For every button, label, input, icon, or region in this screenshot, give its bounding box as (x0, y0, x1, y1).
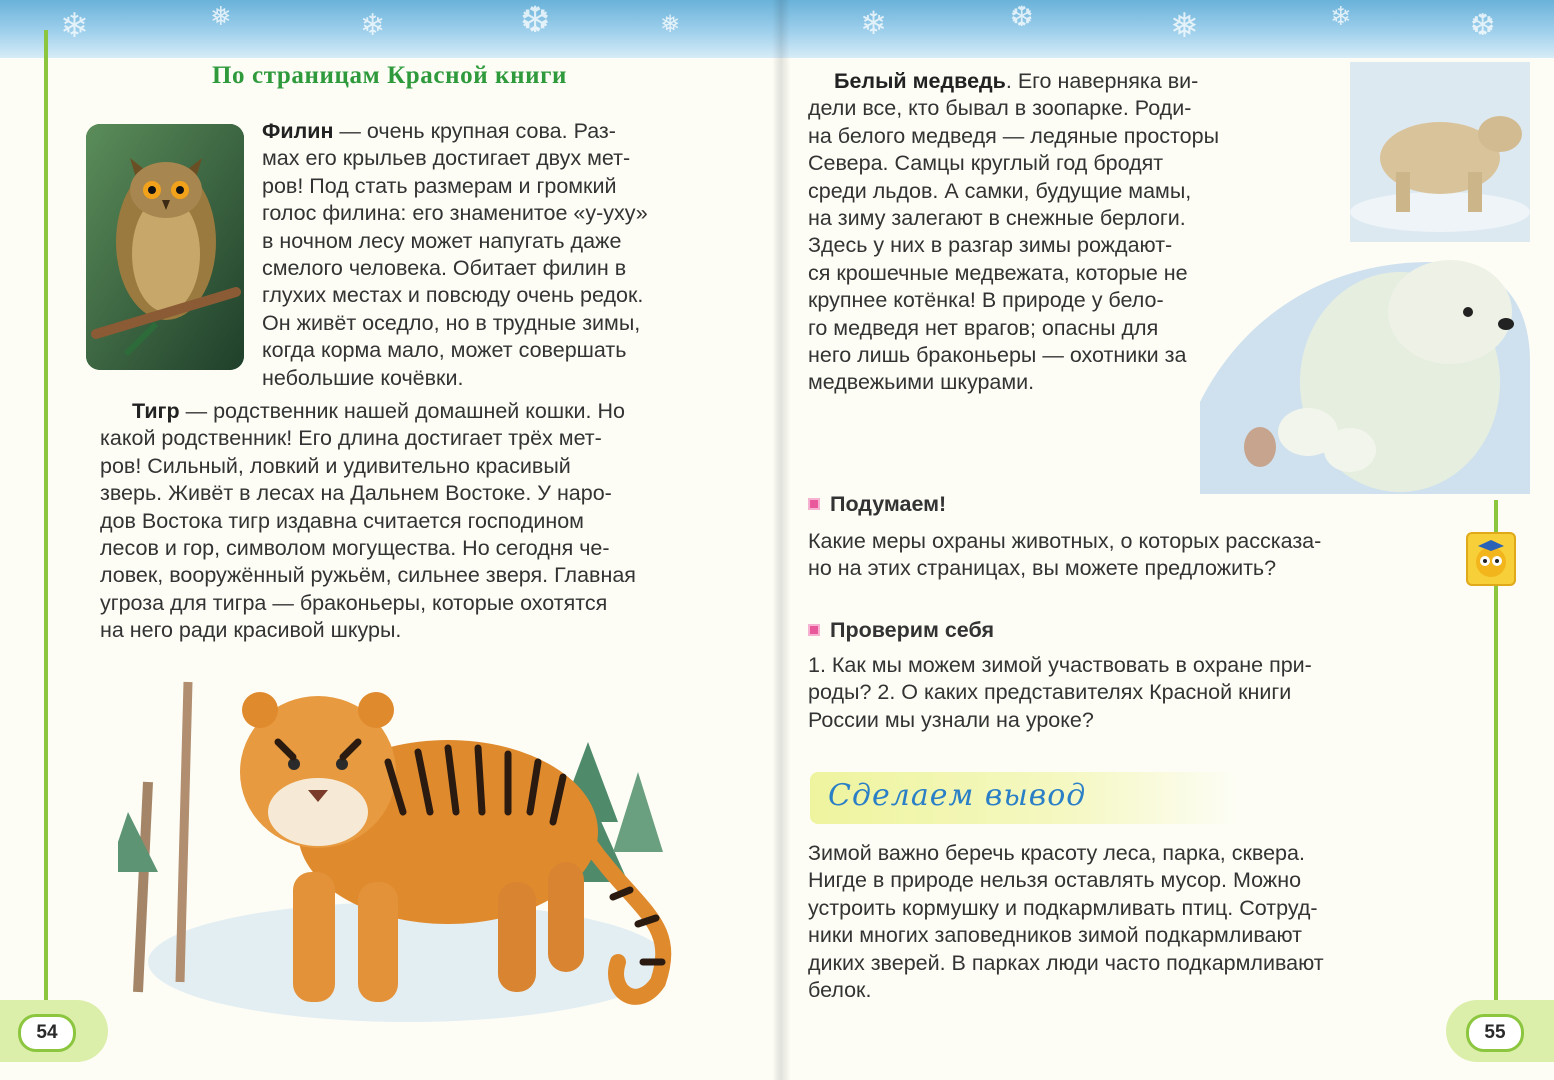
text-line: ся крошечные медвежата, которые не (808, 260, 1188, 285)
text-line: очень крупная сова. Раз- (366, 119, 616, 143)
bear-term: Белый медведь (834, 69, 1006, 93)
text-line: глухих местах и повсюду очень редок. (262, 283, 644, 308)
text-line: роды? 2. О каких представителях Красной книги (808, 680, 1292, 705)
text-line: Севера. Самцы круглый год бродят (808, 151, 1164, 176)
snowflake-icon: ❄ (360, 8, 386, 43)
conclusion-heading: Сделаем вывод (828, 778, 1087, 813)
text-line: Он живёт оседло, но в трудные зимы, (262, 310, 641, 335)
text-line: белок. (808, 978, 872, 1003)
page-title: По страницам Красной книги (212, 62, 568, 89)
text-line: в ночном лесу может напугать даже (262, 228, 622, 253)
text-line: когда корма мало, может совершать (262, 338, 627, 363)
text-line: на зиму залегают в снежные берлоги. (808, 206, 1186, 231)
text-line: . Его наверняка ви- (1005, 69, 1199, 93)
text-line: Зимой важно беречь красоту леса, парка, сквера. (808, 841, 1305, 865)
text-line: ров! Под стать размерам и громкий (262, 173, 617, 198)
polar-bear-illustration (1200, 62, 1530, 494)
snowflake-icon: ❅ (210, 2, 232, 32)
left-margin-line (44, 30, 48, 1002)
check-heading: Проверим себя (808, 618, 994, 643)
text-line: родственник нашей домашней кошки. Но (213, 399, 625, 423)
text-line: ловек, вооружённый ружьём, сильнее зверя. Главная (100, 563, 636, 588)
text-line: зверь. Живёт в лесах на Дальнем Востоке. У наро- (100, 481, 612, 506)
text-line: ники многих заповедников зимой подкармливают (808, 923, 1302, 948)
text-line: голос филина: его знаменитое «у-уху» (262, 201, 648, 226)
text-line: Здесь у них в разгар зимы рождают- (808, 233, 1173, 258)
text-line: России мы узнали на уроке? (808, 707, 1094, 732)
text-line: дов Востока тигр издавна считается господином (100, 508, 584, 533)
snowflake-icon: ❅ (660, 10, 681, 38)
text-line: лесов и гор, символом могущества. Но сегодня че- (100, 536, 610, 561)
text-line: диких зверей. В парках люди часто подкармливают (808, 950, 1324, 975)
snowflake-icon: ❆ (520, 0, 551, 41)
check-paragraph (808, 652, 1458, 734)
text-line: крупнее котёнка! В природе у бело- (808, 288, 1164, 313)
text-line: какой родственник! Его длина достигает трёх мет- (100, 426, 602, 451)
text-line: но на этих страницах, вы можете предложить? (808, 556, 1277, 581)
text-line: дели все, кто бывал в зоопарке. Роди- (808, 96, 1192, 121)
text-line: го медведя нет врагов; опасны для (808, 315, 1159, 340)
think-heading: Подумаем! (808, 492, 946, 517)
book-gutter (772, 0, 790, 1080)
text-line: угроза для тигра — браконьеры, которые охотятся (100, 590, 608, 615)
tiger-illustration (118, 662, 678, 1032)
owl-illustration (86, 124, 244, 370)
text-line: среди льдов. А самки, будущие мамы, (808, 178, 1192, 203)
owl-term: Филин (262, 119, 334, 143)
text-line: на него ради красивой шкуры. (100, 618, 402, 643)
text-line: него лишь браконьеры — охотники за (808, 343, 1187, 368)
think-paragraph (808, 528, 1458, 583)
text-line: на белого медведя — ледяные просторы (808, 123, 1220, 148)
snowflake-icon: ❄ (1330, 2, 1352, 32)
text-line: смелого человека. Обитает филин в (262, 256, 627, 281)
snowflake-icon: ❆ (1010, 0, 1034, 33)
snowflake-icon: ❄ (60, 6, 89, 46)
text-line: медвежьими шкурами. (808, 370, 1035, 395)
conclusion-paragraph (808, 840, 1458, 1004)
tiger-term: Тигр (132, 399, 180, 423)
owl-badge-icon (1466, 532, 1516, 586)
pink-bullet-icon (808, 498, 820, 510)
tiger-paragraph: Тигр — родственник нашей домашней кошки. Но какой родственник! Его длина достигает трёх мет- ров! Сильный, ловкий и удивительно красивый зверь. Живёт в лесах на Дальнем Востоке. У наро- дов Востока тигр издавна считается господином лесов и гор, символом могущества. Но сегодня че- ловек, вооружённый ружьём, сильнее зверя. Главная угроза для тигра — браконьеры, которые охотятся на него ради красивой шкуры. (100, 398, 760, 645)
conclusion-banner (810, 772, 1240, 824)
owl-paragraph: Филин — очень крупная сова. Раз- мах его крыльев достигает двух мет- ров! Под стать размерам и громкий голос филина: его знаменитое «у-уху» в ночном лесу может напугать даже смелого человека. Обитает филин в глухих местах и повсюду очень редок. Он живёт оседло, но в трудные зимы, когда корма мало, может совершать небольшие кочёвки. (262, 118, 762, 392)
text-line: Нигде в природе нельзя оставлять мусор. Можно (808, 868, 1302, 893)
text-line: 1. Как мы можем зимой участвовать в охране при- (808, 653, 1312, 677)
text-line: мах его крыльев достигает двух мет- (262, 146, 631, 171)
pink-bullet-icon (808, 624, 820, 636)
page-number: 54 (18, 1014, 76, 1052)
text-line: небольшие кочёвки. (262, 365, 464, 390)
text-line: устроить кормушку и подкармливать птиц. Сотруд- (808, 895, 1318, 920)
snowflake-icon: ❄ (860, 4, 887, 42)
text-line: ров! Сильный, ловкий и удивительно красивый (100, 453, 571, 478)
page-number: 55 (1466, 1014, 1524, 1052)
snowflake-icon: ❆ (1470, 8, 1496, 43)
text-line: Какие меры охраны животных, о которых рассказа- (808, 529, 1322, 553)
snowflake-icon: ❅ (1170, 6, 1199, 46)
